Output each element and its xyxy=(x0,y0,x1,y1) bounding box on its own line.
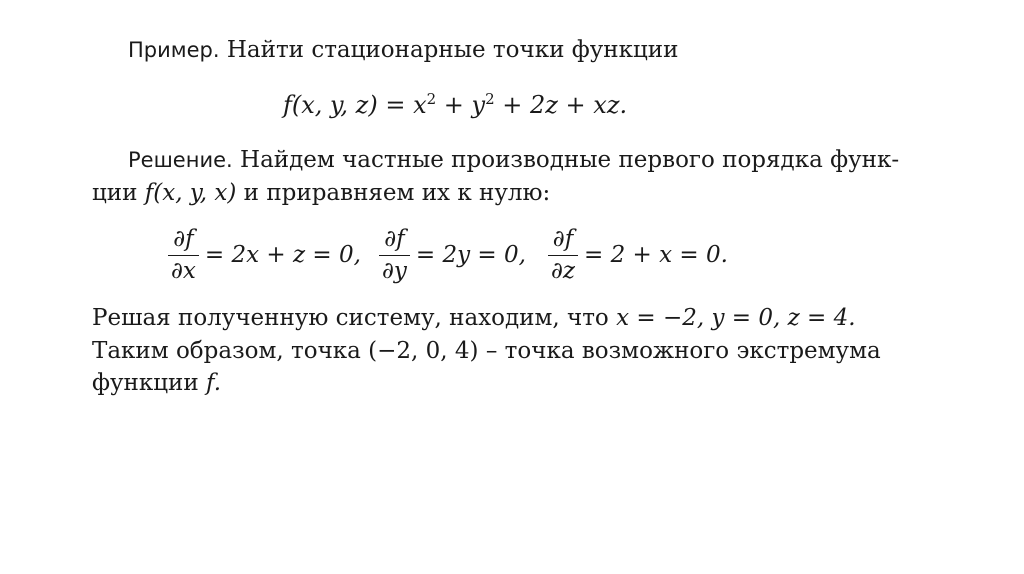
derivative-rhs: = 2y = 0, xyxy=(415,242,526,268)
conclusion-text-1: Решая полученную систему, находим, что xyxy=(92,305,609,331)
solution-line-2 xyxy=(92,179,550,207)
solution-line-1 xyxy=(128,146,899,174)
solution-text-2b: и приравняем их к нулю: xyxy=(243,180,551,206)
solution-label: Решение. xyxy=(128,148,233,172)
formula-rhs-before: = x xyxy=(385,91,427,119)
fraction-denominator: ∂z xyxy=(548,255,578,284)
conclusion-text-3: функции xyxy=(92,370,199,396)
derivative-z xyxy=(548,226,728,284)
conclusion-text-2b: – точка возможного экстремума xyxy=(485,338,881,364)
example-text: Найти стационарные точки функции xyxy=(226,37,679,63)
fraction-numerator: ∂f xyxy=(384,226,405,252)
formula-exponent-2: 2 xyxy=(485,90,495,108)
conclusion-line-3 xyxy=(92,369,221,397)
conclusion-math-1: x = −2, y = 0, z = 4. xyxy=(616,305,856,331)
solution-math-2: f(x, y, x) xyxy=(144,180,237,206)
fraction-denominator: ∂x xyxy=(168,255,199,284)
derivative-rhs: = 2x + z = 0, xyxy=(204,242,361,268)
fraction-dfdy xyxy=(379,226,410,284)
formula-exponent-1: 2 xyxy=(426,90,437,108)
conclusion-math-3: f. xyxy=(206,370,222,396)
derivative-x xyxy=(168,226,361,284)
derivative-y xyxy=(379,226,526,284)
example-label: Пример. xyxy=(128,38,220,62)
conclusion-text-2a: Таким образом, точка xyxy=(92,338,361,364)
fraction-denominator: ∂y xyxy=(379,255,410,284)
derivative-rhs: = 2 + x = 0. xyxy=(584,242,728,268)
solution-text-2a: ции xyxy=(92,180,138,206)
conclusion-line-1 xyxy=(92,304,856,332)
example-line xyxy=(128,36,678,64)
formula-mid: + y xyxy=(436,91,486,119)
solution-text-1: Найдем частные производные первого порядка функ- xyxy=(240,147,900,173)
fraction-dfdz xyxy=(548,226,578,284)
fraction-numerator: ∂f xyxy=(173,226,194,252)
function-formula xyxy=(283,91,627,119)
conclusion-line-2 xyxy=(92,337,881,365)
formula-rhs-after: + 2z + xz. xyxy=(494,91,628,119)
conclusion-math-2: (−2, 0, 4) xyxy=(368,338,479,364)
fraction-dfdx xyxy=(168,226,199,284)
fraction-numerator: ∂f xyxy=(552,226,574,252)
formula-lhs: f(x, y, z) xyxy=(283,91,378,119)
